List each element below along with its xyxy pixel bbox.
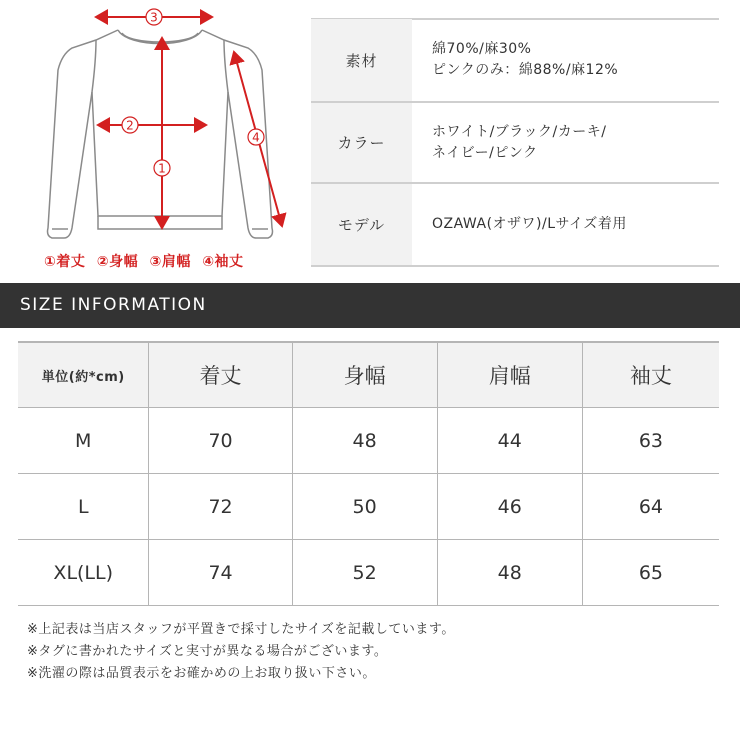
sweatshirt-outline	[48, 30, 273, 238]
note-line: ※洗濯の際は品質表示をお確かめの上お取り扱い下さい。	[27, 666, 376, 681]
table-row	[18, 474, 719, 540]
table-cell: 72	[149, 474, 292, 540]
note-line: ※上記表は当店スタッフが平置きで採寸したサイズを記載しています。	[27, 622, 455, 637]
table-row	[18, 408, 719, 474]
garment-diagram	[0, 0, 290, 275]
legend-length: ①着丈	[44, 254, 86, 270]
header-shoulder-width: 肩幅	[437, 342, 582, 408]
spec-value	[432, 19, 618, 101]
table-cell: 50	[292, 474, 437, 540]
measurement-legend	[44, 251, 250, 271]
table-cell: 63	[582, 408, 719, 474]
table-cell: 48	[437, 540, 582, 606]
spec-value-line: ピンクのみ：綿88%/麻12%	[432, 62, 619, 78]
table-cell: 52	[292, 540, 437, 606]
marker-1	[154, 160, 170, 176]
note-line: ※タグに書かれたサイズと実寸が異なる場合がございます。	[27, 644, 388, 659]
marker-2	[122, 117, 138, 133]
spec-divider	[311, 265, 719, 267]
table-cell: 48	[292, 408, 437, 474]
spec-value	[432, 103, 606, 182]
svg-text:3: 3	[150, 10, 158, 25]
table-cell: 74	[149, 540, 292, 606]
spec-label: 素材	[311, 19, 412, 101]
marker-3	[146, 9, 162, 25]
size-information-header: SIZE INFORMATION	[0, 283, 740, 328]
legend-shoulder-width: ③肩幅	[149, 254, 191, 270]
spec-value-line: ネイビー/ピンク	[432, 144, 538, 161]
header-length: 着丈	[149, 342, 292, 408]
marker-4	[248, 129, 264, 145]
spec-value	[432, 184, 627, 265]
spec-label: モデル	[311, 184, 412, 265]
table-cell: 65	[582, 540, 719, 606]
spec-row-color	[311, 103, 719, 182]
size-table	[18, 341, 719, 606]
spec-value-line: OZAWA(オザワ)/Lサイズ着用	[432, 216, 627, 232]
svg-text:1: 1	[158, 161, 166, 176]
header-unit: 単位(約*cm)	[18, 342, 149, 408]
spec-row-material	[311, 19, 719, 101]
header-sleeve-length: 袖丈	[582, 342, 719, 408]
spec-value-line: 綿70%/麻30%	[432, 41, 532, 57]
table-cell: 70	[149, 408, 292, 474]
sweatshirt-illustration	[0, 0, 290, 275]
spec-row-model	[311, 184, 719, 265]
size-table-header	[18, 342, 719, 408]
table-cell: 44	[437, 408, 582, 474]
legend-body-width: ②身幅	[96, 254, 139, 270]
size-label: L	[18, 474, 149, 540]
spec-label: カラー	[311, 103, 412, 182]
size-label: M	[18, 408, 149, 474]
svg-text:2: 2	[126, 118, 134, 133]
header-body-width: 身幅	[292, 342, 437, 408]
table-cell: 64	[582, 474, 719, 540]
svg-text:4: 4	[252, 130, 260, 145]
table-cell: 46	[437, 474, 582, 540]
legend-sleeve-length: ④袖丈	[202, 254, 244, 270]
table-row	[18, 540, 719, 606]
spec-value-line: ホワイト/ブラック/カーキ/	[432, 123, 607, 140]
size-label: XL(LL)	[18, 540, 149, 606]
